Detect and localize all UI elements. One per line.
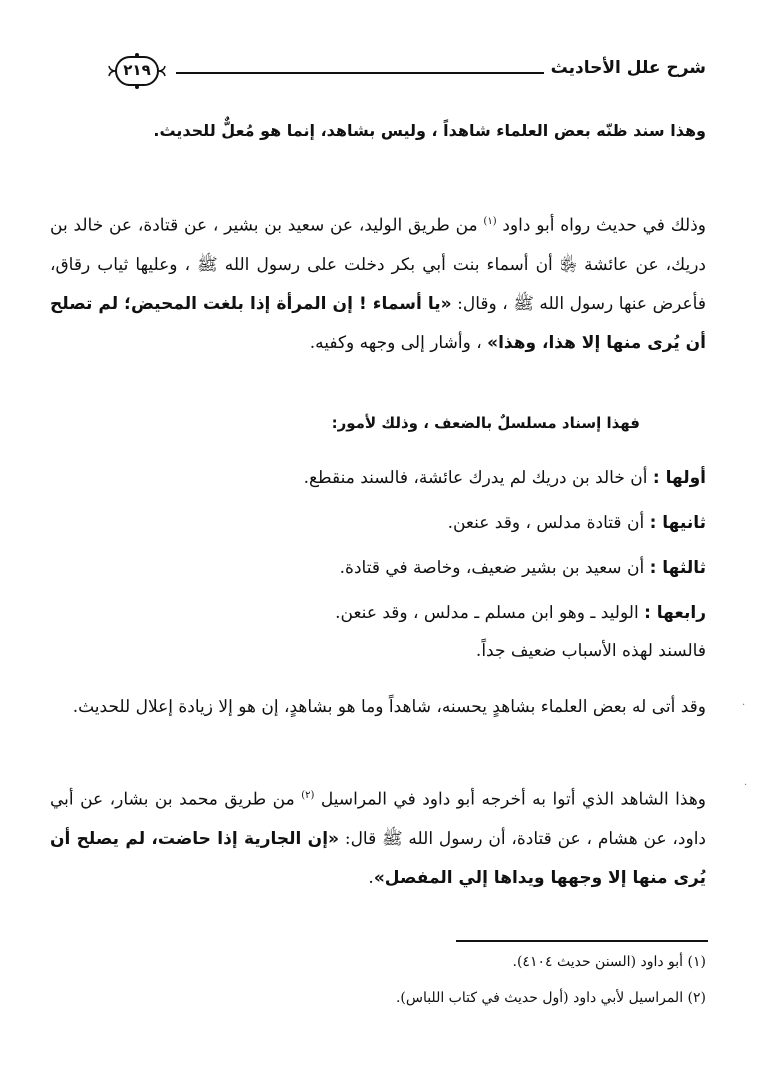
paragraph3-part3: .	[368, 867, 374, 888]
paragraph-shahid: وقد أتى له بعض العلماء بشاهدٍ يحسنه، شاهداً وما هو بشاهدٍ، إن هو إلا زيادة إعلال للحديث.	[72, 697, 706, 717]
intro-paragraph: وهذا سند ظنّه بعض العلماء شاهداً ، وليس بشاهد، إنما هو مُعلٌّ للحديث.	[153, 121, 706, 140]
reasons-list	[50, 456, 706, 636]
page-header	[108, 52, 706, 96]
section-subheading: فهذا إسناد مسلسلٌ بالضعف ، وذلك لأمور:	[331, 414, 640, 432]
footnote-ref-2: (٢)	[301, 790, 315, 801]
list-item	[50, 591, 706, 636]
footnote-1: (١) أبو داود (السنن حديث ٤١٠٤).	[512, 954, 706, 970]
reason-text: أن قتادة مدلس ، وقد عنعن.	[447, 513, 645, 533]
paragraph1-part3: ، وأشار إلى وجهه وكفيه.	[309, 332, 488, 353]
page-number: ٢١٩	[123, 61, 151, 79]
paragraph-marasil	[50, 776, 706, 898]
footnote-2: (٢) المراسيل لأبي داود (أول حديث في كتاب اللباس).	[395, 990, 706, 1006]
list-item	[50, 501, 706, 546]
reason-label: ثالثها :	[649, 558, 706, 578]
list-item	[50, 546, 706, 591]
reason-text: أن سعيد بن بشير ضعيف، وخاصة في قتادة.	[339, 558, 645, 578]
reason-text: الوليد ـ وهو ابن مسلم ـ مدلس ، وقد عنعن.	[335, 603, 639, 623]
hadith-quote-2: «إن الجارية إذا حاضت، لم يصلح أن يُرى منها إلا وجهها ويداها إلي المفصل»	[50, 828, 706, 888]
reason-label: ثانيها :	[649, 513, 706, 533]
reason-label: رابعها :	[644, 603, 706, 623]
paragraph-hadith-asma	[50, 202, 706, 363]
conclusion-line: فالسند لهذه الأسباب ضعيف جداً.	[475, 641, 706, 661]
paragraph1-part1: وذلك في حديث رواه أبو داود	[496, 215, 706, 236]
page-number-badge	[108, 52, 166, 90]
scan-speck: ·	[742, 700, 746, 711]
paragraph3-part1: وهذا الشاهد الذي أتوا به أخرجه أبو داود في المراسيل	[314, 789, 706, 810]
reason-text: أن خالد بن دريك لم يدرك عائشة، فالسند منقطع.	[303, 468, 648, 488]
running-title: شرح علل الأحاديث	[550, 58, 706, 78]
hadith-quote-1: «يا أسماء ! إن المرأة إذا بلغت المحيض؛ لم تصلح أن يُرى منها إلا هذا، وهذا»	[50, 293, 706, 353]
paragraph3-part2: من طريق محمد بن بشار، عن أبي داود، عن هشام ، عن قتادة، أن رسول الله ﷺ قال:	[50, 789, 706, 849]
scan-speck: ·	[744, 780, 748, 791]
footnote-separator	[456, 940, 708, 942]
list-item	[50, 456, 706, 501]
paragraph1-part2: من طريق الوليد، عن سعيد بن بشير ، عن قتادة، عن خالد بن دريك، عن عائشة ﵂ أن أسماء بنت أبي بكر دخلت على رسول الله ﷺ ، وعليها ثياب رقاق، فأعرض عنها رسول الله ﷺ ، وقال:	[50, 215, 706, 314]
reason-label: أولها :	[652, 468, 706, 488]
footnote-ref-1: (١)	[483, 216, 497, 227]
header-rule	[176, 72, 544, 74]
